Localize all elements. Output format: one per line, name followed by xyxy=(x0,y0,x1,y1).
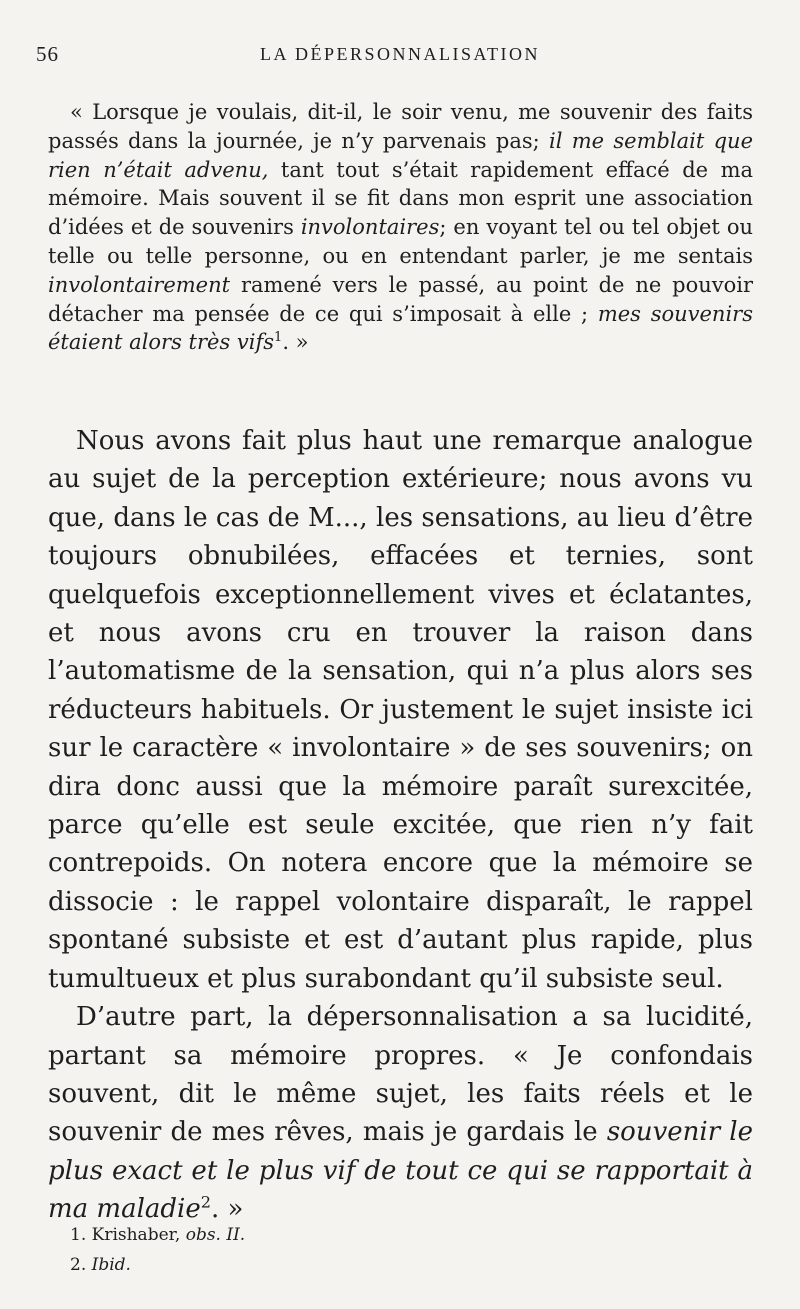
quote-text-1: « Lorsque je voulais, dit-il, le soir venu, me souvenir des faits passés dans la journée, je n’y parvenais pas; xyxy=(48,100,753,153)
body-paragraph-2 xyxy=(48,998,753,1228)
paragraph-2-italic: souvenir le plus exact et le plus vif de tout ce qui se rapportait à ma maladie xyxy=(48,1117,753,1225)
footnote-2-italic: Ibid. xyxy=(91,1255,131,1275)
quote-text-3: ; en voyant tel ou tel objet ou telle ou telle personne, ou en entendant parler, je me sentais xyxy=(48,215,753,268)
paragraph-2-end: . » xyxy=(211,1194,244,1225)
quote-text-5: . » xyxy=(282,330,309,355)
footnote-1-text: Krishaber, xyxy=(91,1225,186,1245)
footnote-1-italic: obs. II. xyxy=(185,1225,246,1245)
footnotes xyxy=(48,1220,753,1280)
running-title: LA DÉPERSONNALISATION xyxy=(259,44,540,64)
body-paragraph-1: Nous avons fait plus haut une remarque analogue au sujet de la perception extérieure; nous avons vu que, dans le cas de M..., les sensations, au lieu d’être toujours obnubilées, effacées et ternies, sont quelquefois exceptionnellement vives et éclatantes, et nous avons cru en trouver la raison dans l’automatisme de la sensation, qui n’a plus alors ses réducteurs habituels. Or justement le sujet insiste ici sur le caractère « involontaire » de ses souvenirs; on dira donc aussi que la mémoire paraît surexcitée, parce qu’elle est seule excitée, que rien n’y fait contrepoids. On notera encore que la mémoire se dissocie : le rappel volontaire disparaît, le rappel spontané subsiste et est d’autant plus rapide, plus tumultueux et plus surabondant qu’il subsiste seul. xyxy=(48,426,753,994)
quote-block xyxy=(48,98,753,357)
quote-italic-2: involontaires xyxy=(300,215,440,240)
quote-italic-1: il me semblait que rien n’était advenu, xyxy=(48,128,754,182)
footnote-2 xyxy=(48,1250,753,1280)
footnote-1-number: 1. xyxy=(70,1225,92,1245)
footnote-ref-1: 1 xyxy=(274,330,283,346)
quote-text-4: ramené vers le passé, au point de ne pouvoir détacher ma pensée de ce qui s’imposait à elle ; xyxy=(48,272,753,326)
page-header xyxy=(36,42,764,76)
footnote-ref-2: 2 xyxy=(200,1192,211,1212)
quote-italic-4: mes souvenirs étaient alors très vifs xyxy=(48,301,753,355)
footnote-1 xyxy=(48,1220,753,1250)
quote-italic-3: involontairement xyxy=(48,272,231,297)
footnote-2-number: 2. xyxy=(70,1255,92,1275)
quote-paragraph xyxy=(48,98,753,357)
body-text xyxy=(48,422,753,1229)
page-number: 56 xyxy=(36,42,59,66)
quote-text-2: tant tout s’était rapidement effacé de ma mémoire. Mais souvent il se fit dans mon esprit une association d’idées et de souvenirs xyxy=(48,157,754,240)
paragraph-2-text: D’autre part, la dépersonnalisation a sa lucidité, partant sa mémoire propres. « Je confondais souvent, dit le même sujet, les faits réels et le souvenir de mes rêves, mais je gardais le xyxy=(48,1002,753,1148)
